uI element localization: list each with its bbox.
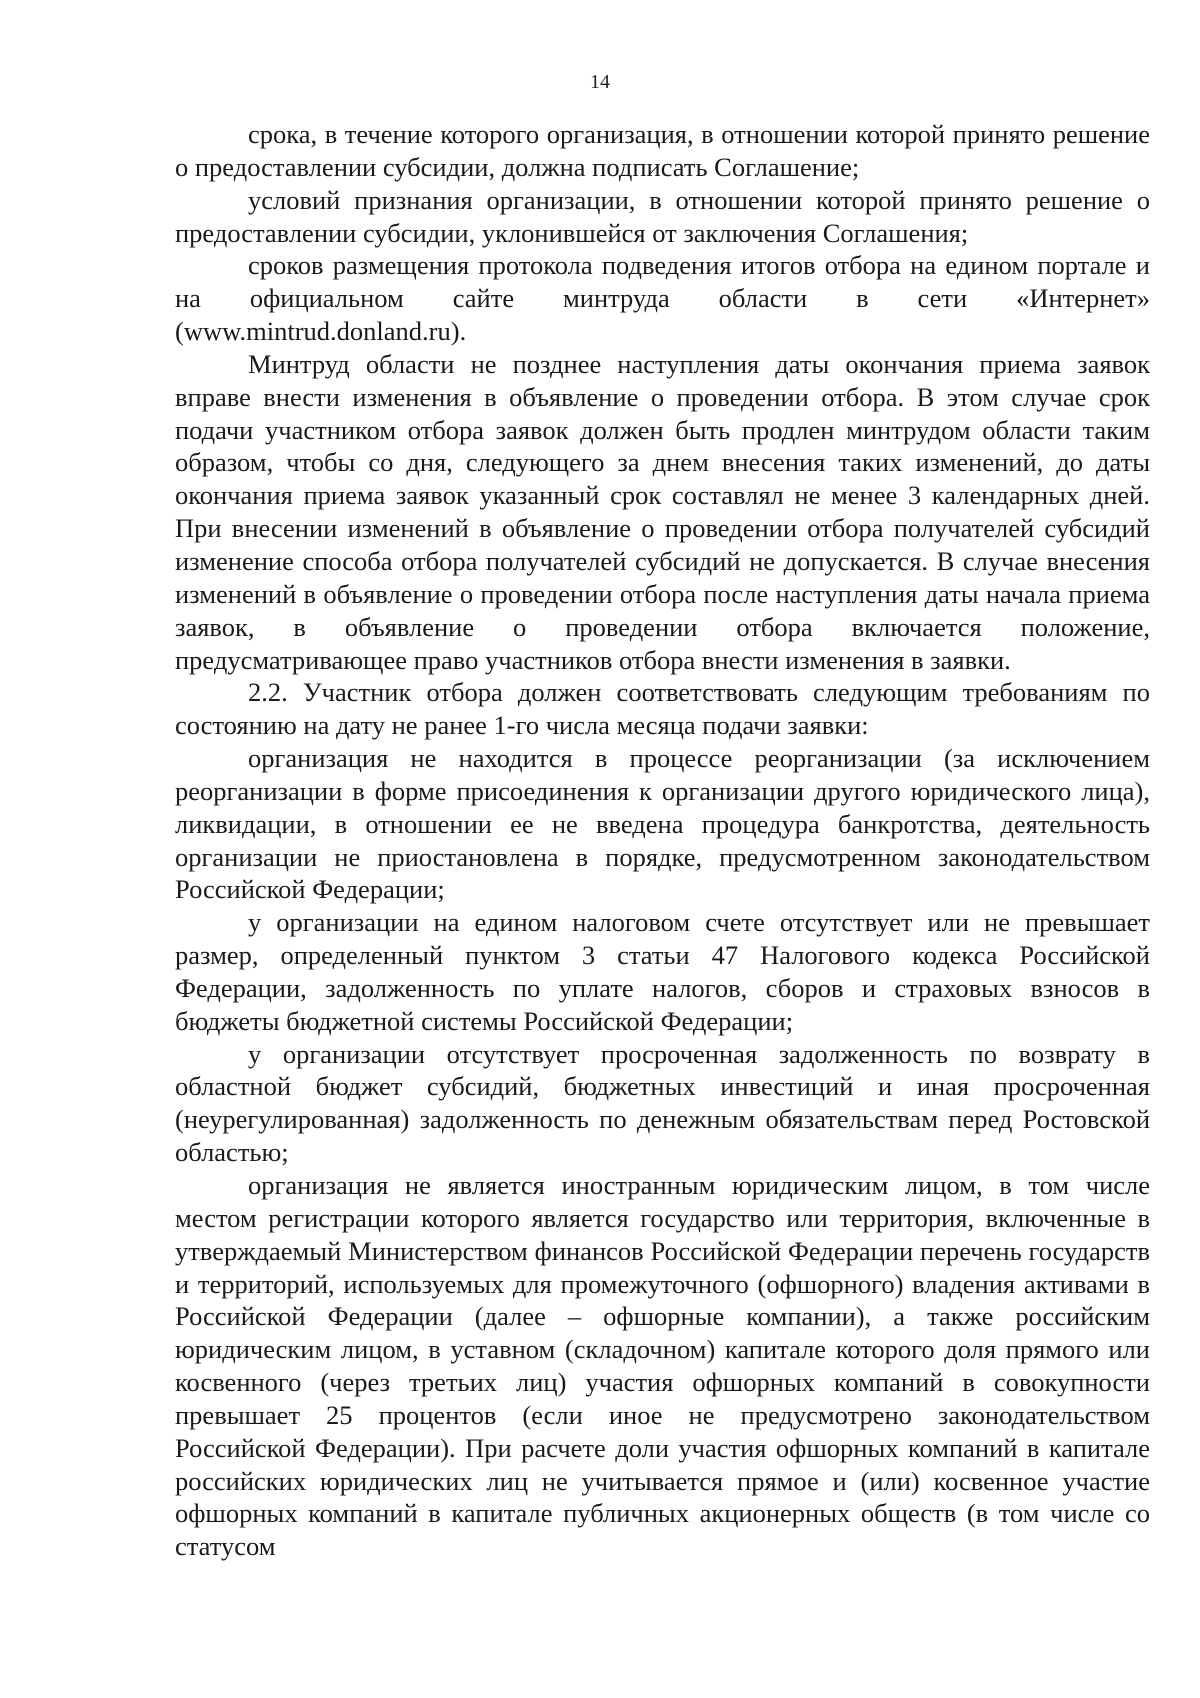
paragraph-signing-deadline: срока, в течение которого организация, в отношении которой принято решение о предоставлении субсидии, должна подписать Соглашение; bbox=[175, 119, 1150, 182]
paragraph-section-2-2: 2.2. Участник отбора должен соответствовать следующим требованиям по состоянию на дату не ранее 1-го числа месяца подачи заявки: bbox=[175, 677, 1150, 741]
paragraph-tax-debt: у организации на едином налоговом счете отсутствует или не превышает размер, определенный пунктом 3 статьи 47 Налогового кодекса Российской Федерации, задолженность по уплате налогов, сборов и страховых взносов в бюджеты бюджетной системы Российской Федерации; bbox=[175, 907, 1150, 1036]
paragraph-evasion-conditions: условий признания организации, в отношении которой принято решение о предоставлении субсидии, уклонившейся от заключения Соглашения; bbox=[175, 184, 1150, 248]
paragraph-reorganization: организация не находится в процессе реорганизации (за исключением реорганизации в форме присоединения к организации другого юридического лица), ликвидации, в отношении ее не введена процедура банкротства, деятельность организации не приостановлена в порядке, предусмотренном законодательством Российской Федерации; bbox=[175, 743, 1150, 905]
document-body bbox=[175, 118, 1150, 1563]
paragraph-protocol-publication: сроков размещения протокола подведения итогов отбора на едином портале и на официальном сайте минтруда области в сети «Интернет» (www.mintrud.donland.ru). bbox=[175, 250, 1150, 347]
paragraph-offshore: организация не является иностранным юридическим лицом, в том числе местом регистрации которого является государство или территория, включенные в утверждаемый Министерством финансов Российской Федерации перечень государств и территорий, используемых для промежуточного (офшорного) владения активами в Российской Федерации (далее – офшорные компании), а также российским юридическим лицом, в уставном (складочном) капитале которого доля прямого или косвенного (через третьих лиц) участия офшорных компаний в совокупности превышает 25 процентов (если иное не предусмотрено законодательством Российской Федерации). При расчете доли участия офшорных компаний в капитале российских юридических лиц не учитывается прямое и (или) косвенное участие офшорных компаний в капитале публичных акционерных обществ (в том числе со статусом bbox=[175, 1170, 1150, 1562]
paragraph-overdue-debt: у организации отсутствует просроченная задолженность по возврату в областной бюджет субсидий, бюджетных инвестиций и иная просроченная (неурегулированная) задолженность по денежным обязательствам перед Ростовской областью; bbox=[175, 1038, 1150, 1168]
page-number: 14 bbox=[590, 71, 610, 93]
paragraph-announcement-changes: Минтруд области не позднее наступления даты окончания приема заявок вправе внести изменения в объявление о проведении отбора. В этом случае срок подачи участником отбора заявок должен быть продлен минтрудом области таким образом, чтобы со дня, следующего за днем внесения таких изменений, до даты окончания приема заявок указанный срок составлял не менее 3 календарных дней. При внесении изменений в объявление о проведении отбора получателей субсидий изменение способа отбора получателей субсидий не допускается. В случае внесения изменений в объявление о проведении отбора после наступления даты начала приема заявок, в объявление о проведении отбора включается положение, предусматривающее право участников отбора внести изменения в заявки. bbox=[175, 348, 1150, 675]
